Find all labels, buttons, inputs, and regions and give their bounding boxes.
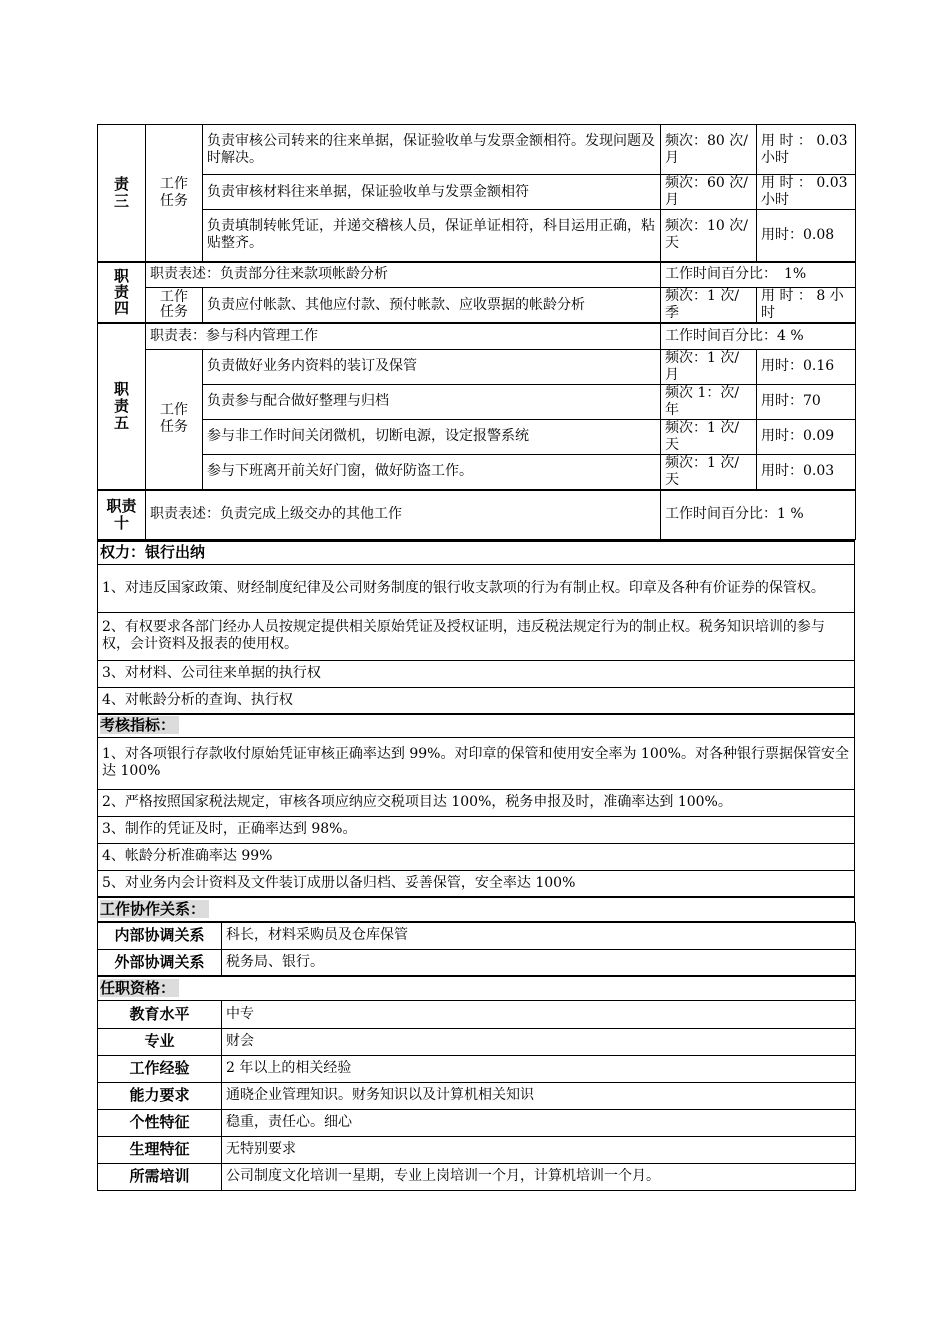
duty5-task-row	[98, 384, 856, 419]
authority-item: 4、对帐龄分析的查询、执行权	[98, 687, 855, 714]
relations-heading-text: 工作协作关系：	[100, 900, 209, 918]
duty3-name: 责 三	[98, 125, 146, 262]
relations-row	[98, 949, 856, 976]
duty3-task-desc: 负责审核材料往来单据，保证验收单与发票金额相符	[203, 175, 661, 210]
duty5-task-row	[98, 419, 856, 454]
duty3-task-row	[98, 175, 856, 210]
duty4-task-label: 工作 任务	[146, 288, 203, 324]
duty5-name: 职 责 五	[98, 323, 146, 490]
authority-heading	[98, 541, 855, 564]
relations-heading	[98, 897, 855, 921]
qualification-row	[98, 1136, 856, 1163]
kpi-heading	[98, 714, 855, 737]
duty3-task-desc: 负责填制转帐凭证，并递交稽核人员，保证单证相符，科目运用正确，粘贴整齐。	[203, 210, 661, 262]
qualification-label: 教育水平	[98, 1000, 222, 1028]
authority-kpi-table	[97, 540, 855, 922]
duty3-task-time: 用 时 ： 0.03 小时	[757, 175, 856, 210]
duties-table	[97, 124, 856, 540]
duty5-task-label: 工作 任务	[146, 349, 203, 490]
qualification-row	[98, 1082, 856, 1109]
duty3-task-freq: 频次：80 次/ 月	[661, 125, 757, 175]
duty5-task-freq: 频次：1 次/月	[661, 349, 757, 384]
duty5-task-freq: 频次 1：次/年	[661, 384, 757, 419]
relations-value: 科长，材料采购员及仓库保管	[222, 922, 856, 949]
qualification-label: 个性特征	[98, 1109, 222, 1136]
duty4-task-time: 用 时 ： 8 小时	[757, 288, 856, 324]
qualification-row	[98, 1163, 856, 1190]
qualification-value: 通晓企业管理知识。财务知识以及计算机相关知识	[222, 1082, 856, 1109]
duty4-task-row	[98, 288, 856, 324]
qualification-row	[98, 1028, 856, 1055]
duty10-statement: 职责表述：负责完成上级交办的其他工作	[146, 490, 661, 540]
duty10-row	[98, 490, 856, 540]
duty3-task-row	[98, 210, 856, 262]
relations-qualifications-table	[97, 922, 856, 1191]
duty5-task-row	[98, 454, 856, 490]
duty3-task-row	[98, 125, 856, 175]
qualification-row	[98, 1109, 856, 1136]
duty4-task-freq: 频次：1 次/季	[661, 288, 757, 324]
kpi-item: 5、对业务内会计资料及文件装订成册以备归档、妥善保管，安全率达 100%	[98, 870, 855, 897]
duty5-statement-row	[98, 323, 856, 349]
qualification-value: 稳重，责任心。细心	[222, 1109, 856, 1136]
duty4-task-desc: 负责应付帐款、其他应付款、预付帐款、应收票据的帐龄分析	[203, 288, 661, 324]
duty3-task-time: 用 时 ： 0.03 小时	[757, 125, 856, 175]
qualification-row	[98, 1055, 856, 1082]
relations-label: 外部协调关系	[98, 949, 222, 976]
duty5-statement: 职责表：参与科内管理工作	[146, 323, 661, 349]
duty4-percent: 工作时间百分比： 1%	[661, 262, 856, 288]
qualification-value: 2 年以上的相关经验	[222, 1055, 856, 1082]
relations-row	[98, 922, 856, 949]
kpi-heading-text: 考核指标：	[100, 716, 179, 734]
duty5-task-freq: 频次：1 次/天	[661, 454, 757, 490]
qualification-label: 专业	[98, 1028, 222, 1055]
duty3-task-time: 用时：0.08	[757, 210, 856, 262]
relations-label: 内部协调关系	[98, 922, 222, 949]
duty5-task-desc: 参与下班离开前关好门窗，做好防盗工作。	[203, 454, 661, 490]
qualifications-heading	[98, 976, 856, 1000]
qualification-value: 公司制度文化培训一星期，专业上岗培训一个月，计算机培训一个月。	[222, 1163, 856, 1190]
job-description-document	[97, 124, 855, 1191]
duty5-task-time: 用时：0.03	[757, 454, 856, 490]
duty3-task-desc: 负责审核公司转来的往来单据，保证验收单与发票金额相符。发现问题及时解决。	[203, 125, 661, 175]
qualification-value: 财会	[222, 1028, 856, 1055]
kpi-item: 3、制作的凭证及时，正确率达到 98%。	[98, 816, 855, 843]
duty3-task-freq: 频次：10 次/天	[661, 210, 757, 262]
qualification-label: 生理特征	[98, 1136, 222, 1163]
qualifications-heading-text: 任职资格：	[100, 979, 179, 997]
qualification-row	[98, 1000, 856, 1028]
duty5-task-desc: 负责做好业务内资料的装订及保管	[203, 349, 661, 384]
qualification-label: 所需培训	[98, 1163, 222, 1190]
kpi-item: 4、帐龄分析准确率达 99%	[98, 843, 855, 870]
duty3-task-label: 工作 任务	[146, 125, 203, 262]
qualification-label: 工作经验	[98, 1055, 222, 1082]
duty5-task-time: 用时：0.09	[757, 419, 856, 454]
authority-item: 2、有权要求各部门经办人员按规定提供相关原始凭证及授权证明，违反税法规定行为的制止权。税务知识培训的参与权，会计资料及报表的使用权。	[98, 612, 855, 660]
kpi-item: 2、严格按照国家税法规定，审核各项应纳应交税项目达 100%，税务申报及时，准确率达到 100%。	[98, 789, 855, 816]
duty4-statement-row	[98, 262, 856, 288]
relations-value: 税务局、银行。	[222, 949, 856, 976]
duty10-name: 职责 十	[98, 490, 146, 540]
duty5-task-row	[98, 349, 856, 384]
duty5-task-freq: 频次：1 次/天	[661, 419, 757, 454]
duty5-task-time: 用时：0.16	[757, 349, 856, 384]
duty3-task-freq: 频次：60 次/ 月	[661, 175, 757, 210]
kpi-item: 1、对各项银行存款收付原始凭证审核正确率达到 99%。对印章的保管和使用安全率为 100%。对各种银行票据保管安全达 100%	[98, 737, 855, 789]
authority-item: 3、对材料、公司往来单据的执行权	[98, 660, 855, 687]
qualification-label: 能力要求	[98, 1082, 222, 1109]
duty5-percent: 工作时间百分比：4 %	[661, 323, 856, 349]
duty10-percent: 工作时间百分比：1 %	[661, 490, 856, 540]
authority-item: 1、对违反国家政策、财经制度纪律及公司财务制度的银行收支款项的行为有制止权。印章及各种有价证券的保管权。	[98, 564, 855, 612]
authority-heading-text: 权力：银行出纳	[100, 543, 206, 562]
qualification-value: 无特别要求	[222, 1136, 856, 1163]
duty4-statement: 职责表述：负责部分往来款项帐龄分析	[146, 262, 661, 288]
qualification-value: 中专	[222, 1000, 856, 1028]
duty4-name: 职 责 四	[98, 262, 146, 324]
duty5-task-desc: 参与非工作时间关闭微机，切断电源，设定报警系统	[203, 419, 661, 454]
duty5-task-desc: 负责参与配合做好整理与归档	[203, 384, 661, 419]
duty5-task-time: 用时：70	[757, 384, 856, 419]
